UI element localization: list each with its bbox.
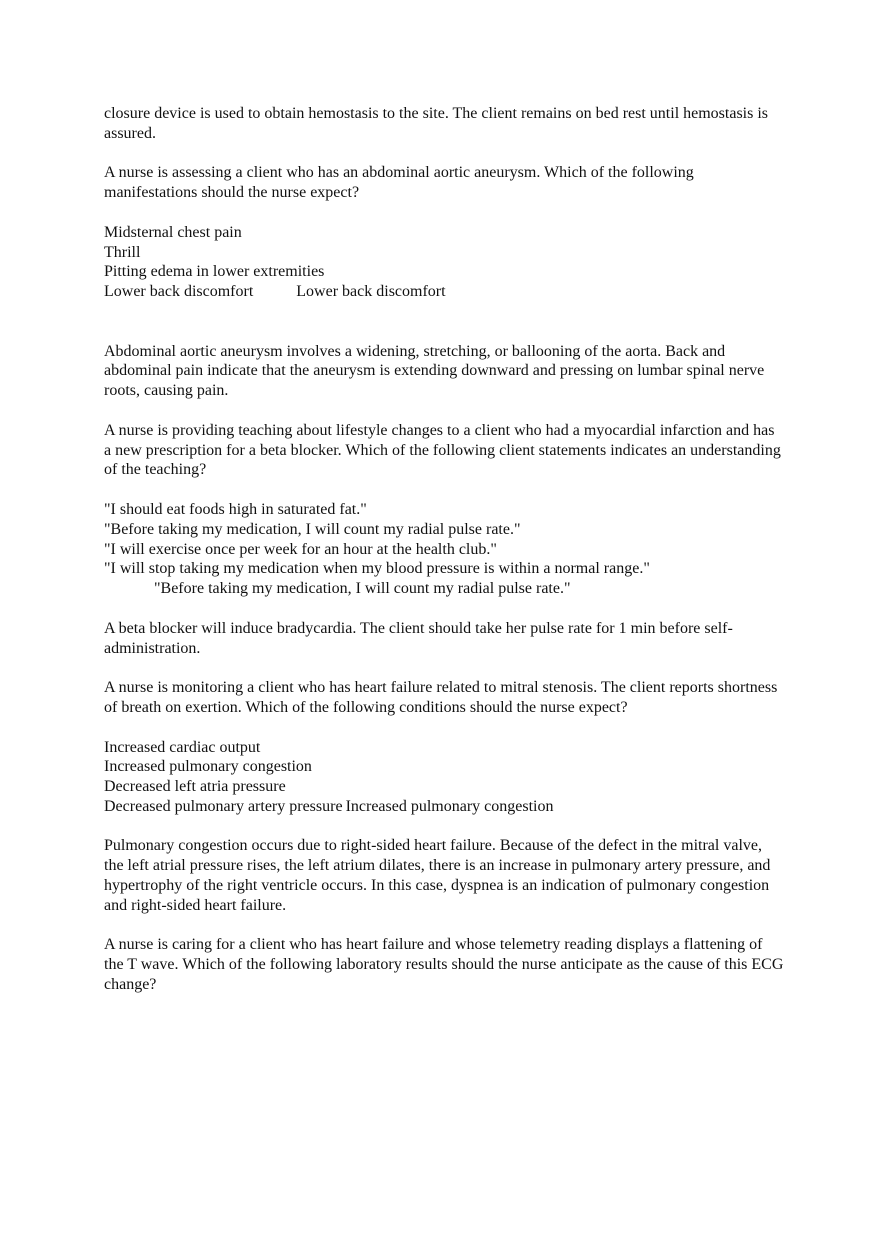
- q3-option-2: Increased pulmonary congestion: [104, 758, 312, 776]
- q3-option-3: Decreased left atria pressure: [104, 778, 286, 796]
- intro-paragraph: closure device is used to obtain hemostasis to the site. The client remains on bed rest until hemostasis is assured.: [104, 105, 769, 142]
- q2-answer: "Before taking my medication, I will count my radial pulse rate.": [154, 580, 571, 598]
- q1-question: A nurse is assessing a client who has an abdominal aortic aneurysm. Which of the following manifestations should the nurse expect?: [104, 164, 694, 202]
- q1-option-1: Midsternal chest pain: [104, 223, 242, 241]
- q1-option-4-row: [104, 282, 784, 302]
- q2-option-2: "Before taking my medication, I will count my radial pulse rate.": [104, 520, 521, 538]
- q2-question: A nurse is providing teaching about lifestyle changes to a client who had a myocardial infarction and has a new prescription for a beta blocker. Which of the following client statements indicates an understanding of the teaching?: [104, 421, 781, 479]
- q4-question: A nurse is caring for a client who has heart failure and whose telemetry reading displays a flattening of the T wave. Which of the following laboratory results should the nurse anticipate as the cause of this ECG change?: [104, 936, 784, 994]
- q2-option-1: "I should eat foods high in saturated fat.": [104, 500, 367, 518]
- q3-rationale: Pulmonary congestion occurs due to right-sided heart failure. Because of the defect in the mitral valve, the left atrial pressure rises, the left atrium dilates, there is an increase in pulmonary artery pressure, and hypertrophy of the right ventricle occurs. In this case, dyspnea is an indication of pulmonary congestion and right-sided heart failure.: [104, 837, 771, 914]
- document-page: [104, 104, 784, 995]
- q1-options: [104, 223, 784, 302]
- q3-option-4-row: [104, 797, 784, 817]
- q1-answer: Lower back discomfort: [296, 283, 446, 301]
- q2-option-4: "I will stop taking my medication when my blood pressure is within a normal range.": [104, 560, 650, 578]
- q2-options: [104, 500, 784, 599]
- q3-answer: Increased pulmonary congestion: [345, 797, 554, 815]
- q1-option-2: Thrill: [104, 243, 141, 261]
- q2-rationale: A beta blocker will induce bradycardia. The client should take her pulse rate for 1 min before self-administration.: [104, 619, 733, 657]
- q1-rationale: Abdominal aortic aneurysm involves a widening, stretching, or ballooning of the aorta. Back and abdominal pain indicate that the aneurysm is extending downward and pressing on lumbar spinal nerve roots, causing pain.: [104, 342, 765, 400]
- q1-option-4: Lower back discomfort: [104, 283, 254, 301]
- q3-option-4: Decreased pulmonary artery pressure: [104, 797, 343, 815]
- q3-options: [104, 738, 784, 817]
- q3-option-1: Increased cardiac output: [104, 738, 261, 756]
- q3-question: A nurse is monitoring a client who has heart failure related to mitral stenosis. The client reports shortness of breath on exertion. Which of the following conditions should the nurse expect?: [104, 679, 778, 716]
- q1-option-3: Pitting edema in lower extremities: [104, 263, 325, 281]
- q2-option-3: "I will exercise once per week for an hour at the health club.": [104, 540, 497, 558]
